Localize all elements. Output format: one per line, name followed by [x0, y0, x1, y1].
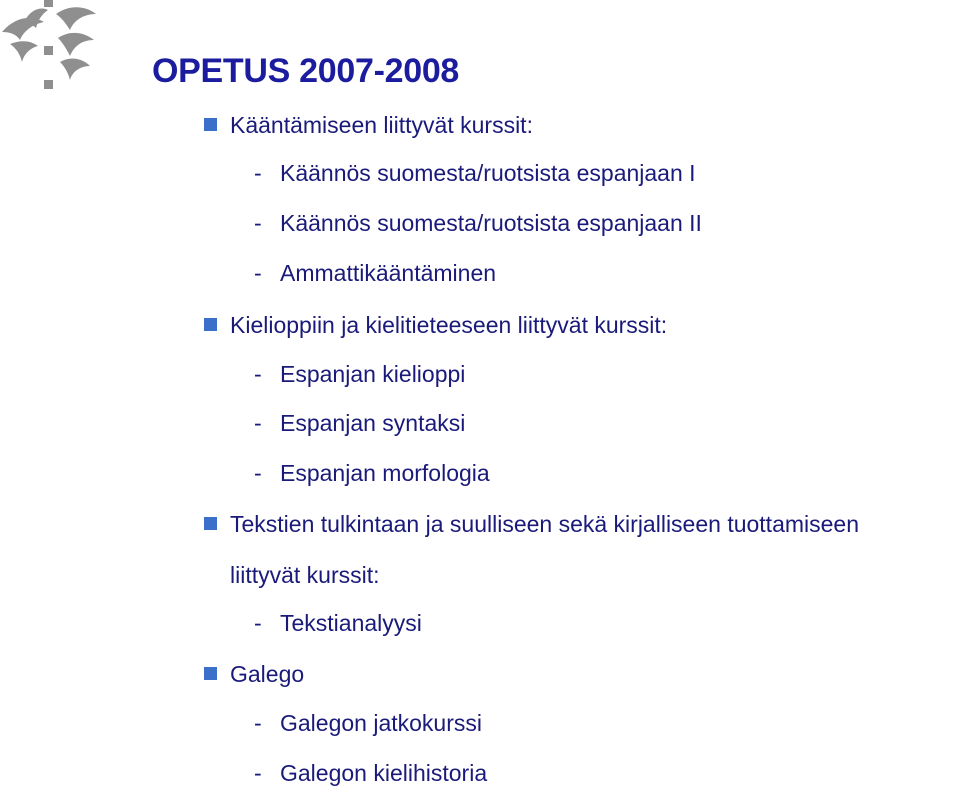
course-item — [254, 609, 422, 637]
section-heading-galego — [204, 660, 304, 688]
course-item-text: Espanjan kielioppi — [280, 361, 466, 387]
section-heading-text: Kääntämiseen liittyvät kurssit: — [230, 112, 533, 138]
section-heading-grammar — [204, 311, 667, 339]
course-item — [254, 409, 465, 437]
section-heading-text: Kielioppiin ja kielitieteeseen liittyvät kurssit: — [230, 312, 668, 338]
course-item — [254, 759, 487, 787]
section-heading-text: Tekstien tulkintaan ja suulliseen sekä kirjalliseen tuottamiseen — [230, 511, 860, 537]
square-bullet-icon — [204, 667, 217, 680]
section-heading-texts — [204, 510, 859, 538]
course-item-text: Ammattikääntäminen — [280, 260, 497, 286]
square-bullet-icon — [204, 118, 217, 131]
dash-bullet-icon: - — [254, 460, 262, 486]
course-item — [254, 209, 702, 237]
dash-bullet-icon: - — [254, 760, 262, 786]
square-bullet-icon — [204, 517, 217, 530]
page-title: OPETUS 2007-2008 — [152, 52, 460, 90]
course-item — [254, 709, 482, 737]
dash-bullet-icon: - — [254, 710, 262, 736]
dash-bullet-icon: - — [254, 210, 262, 236]
course-item — [254, 360, 465, 388]
course-item-text: Espanjan morfologia — [280, 460, 490, 486]
course-item-text: Käännös suomesta/ruotsista espanjaan I — [280, 160, 696, 186]
course-item-text: Espanjan syntaksi — [280, 410, 466, 436]
square-bullet-icon — [204, 318, 217, 331]
course-item-text: Galegon kielihistoria — [280, 760, 488, 786]
dash-bullet-icon: - — [254, 160, 262, 186]
dash-bullet-icon: - — [254, 410, 262, 436]
course-item — [254, 259, 496, 287]
course-item — [254, 459, 490, 487]
dash-bullet-icon: - — [254, 361, 262, 387]
dash-bullet-icon: - — [254, 610, 262, 636]
course-item — [254, 159, 696, 187]
course-item-text: Käännös suomesta/ruotsista espanjaan II — [280, 210, 702, 236]
section-heading-translation — [204, 111, 533, 139]
course-item-text: Galegon jatkokurssi — [280, 710, 482, 736]
dash-bullet-icon: - — [254, 260, 262, 286]
section-heading-continuation: liittyvät kurssit: — [230, 562, 380, 588]
section-heading-text: Galego — [230, 661, 305, 687]
course-item-text: Tekstianalyysi — [280, 610, 422, 636]
